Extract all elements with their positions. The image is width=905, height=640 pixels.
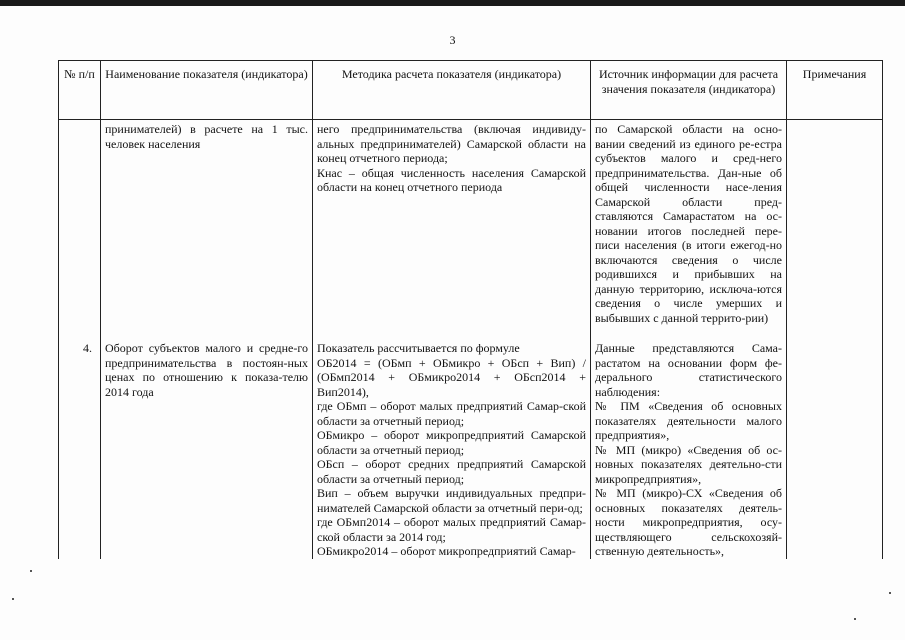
method-paragraph: него предпринимательства (включая индивиду-альных предпринимателей) Самарской области на конец отчетного периода;: [317, 122, 586, 165]
method-paragraph: Вип – объем выручки индивидуальных предпри-нимателей Самарской области за отчетный пери-од;: [317, 486, 586, 515]
source-paragraph: Данные представляются Сама-растатом на основании форм фе-дерального статистического наблюдения:: [595, 341, 782, 399]
method-paragraph: ОБсп – оборот средних предприятий Самарской области за отчетный период;: [317, 457, 586, 486]
source-paragraph: № МП (микро) «Сведения об ос-новных показателях деятельно-сти микропредприятия»,: [595, 442, 782, 486]
table-header-row: [59, 61, 883, 120]
method-paragraph: Кнас – общая численность населения Самарской области на конец отчетного периода: [317, 165, 586, 194]
row-name: принимателей) в расчете на 1 тыс. человек населения: [101, 120, 313, 326]
row-num: [59, 120, 101, 326]
row-source: [591, 339, 787, 559]
source-paragraph: № МП (микро)-СХ «Сведения об основных показателях деятель-ности микропредприятия, осу-ществляющего сельскохозяй-ственную деятельность»,: [595, 486, 782, 558]
row-method: [313, 339, 591, 559]
header-notes: Примечания: [787, 61, 883, 120]
row-method: [313, 120, 591, 326]
table-row: [59, 120, 883, 326]
row-name: Оборот субъектов малого и средне-го предпринимательства в постоян-ных ценах по отношению к показа-телю 2014 года: [101, 339, 313, 559]
header-name: Наименование показателя (индикатора): [101, 61, 313, 120]
indicator-table: [58, 60, 883, 559]
source-paragraph: № ПМ «Сведения об основных показателях деятельности малого предприятия»,: [595, 399, 782, 442]
header-method: Методика расчета показателя (индикатора): [313, 61, 591, 120]
scan-speck: [30, 570, 32, 572]
row-num: 4.: [59, 339, 101, 559]
scan-speck: [12, 598, 14, 600]
row-notes: [787, 120, 883, 326]
row-source: по Самарской области на осно-вании сведений из единого ре-естра субъектов малого и сред-него предпринимательства. Дан-ные об общей численности насе-ления Самарской области пред-ставляются Самарастатом на ос-новании итогов последней пере-писи населения (в итоги ежегод-но включаются сведения о числе родившихся и прибывших на данную территорию, исключа-ются сведения о числе умерших и выбывших с данной террито-рии): [591, 120, 787, 326]
table-row: [59, 339, 883, 559]
header-source: Источник информации для расчета значения показателя (индикатора): [591, 61, 787, 120]
top-border-bar: [0, 0, 905, 6]
method-paragraph: Показатель рассчитывается по формуле: [317, 341, 520, 355]
scan-speck: [854, 618, 856, 620]
method-paragraph: где ОБмп – оборот малых предприятий Самар-ской области за отчетный период;: [317, 399, 586, 428]
header-num: № п/п: [59, 61, 101, 120]
row-notes: [787, 339, 883, 559]
method-paragraph: ОБмикро – оборот микропредприятий Самарской области за отчетный период;: [317, 428, 586, 457]
method-paragraph: ОБмикро2014 – оборот микропредприятий Самар-: [317, 544, 576, 558]
row-spacer: [59, 325, 883, 339]
method-paragraph: где ОБмп2014 – оборот малых предприятий Самар-ской области за 2014 год;: [317, 515, 586, 544]
page-number: 3: [449, 33, 456, 47]
method-formula: ОБ2014 = (ОБмп + ОБмикро + ОБсп + Вип) / (ОБмп2014 + ОБмикро2014 + ОБсп2014 + Вип2014),: [317, 355, 586, 399]
scan-speck: [889, 592, 891, 594]
